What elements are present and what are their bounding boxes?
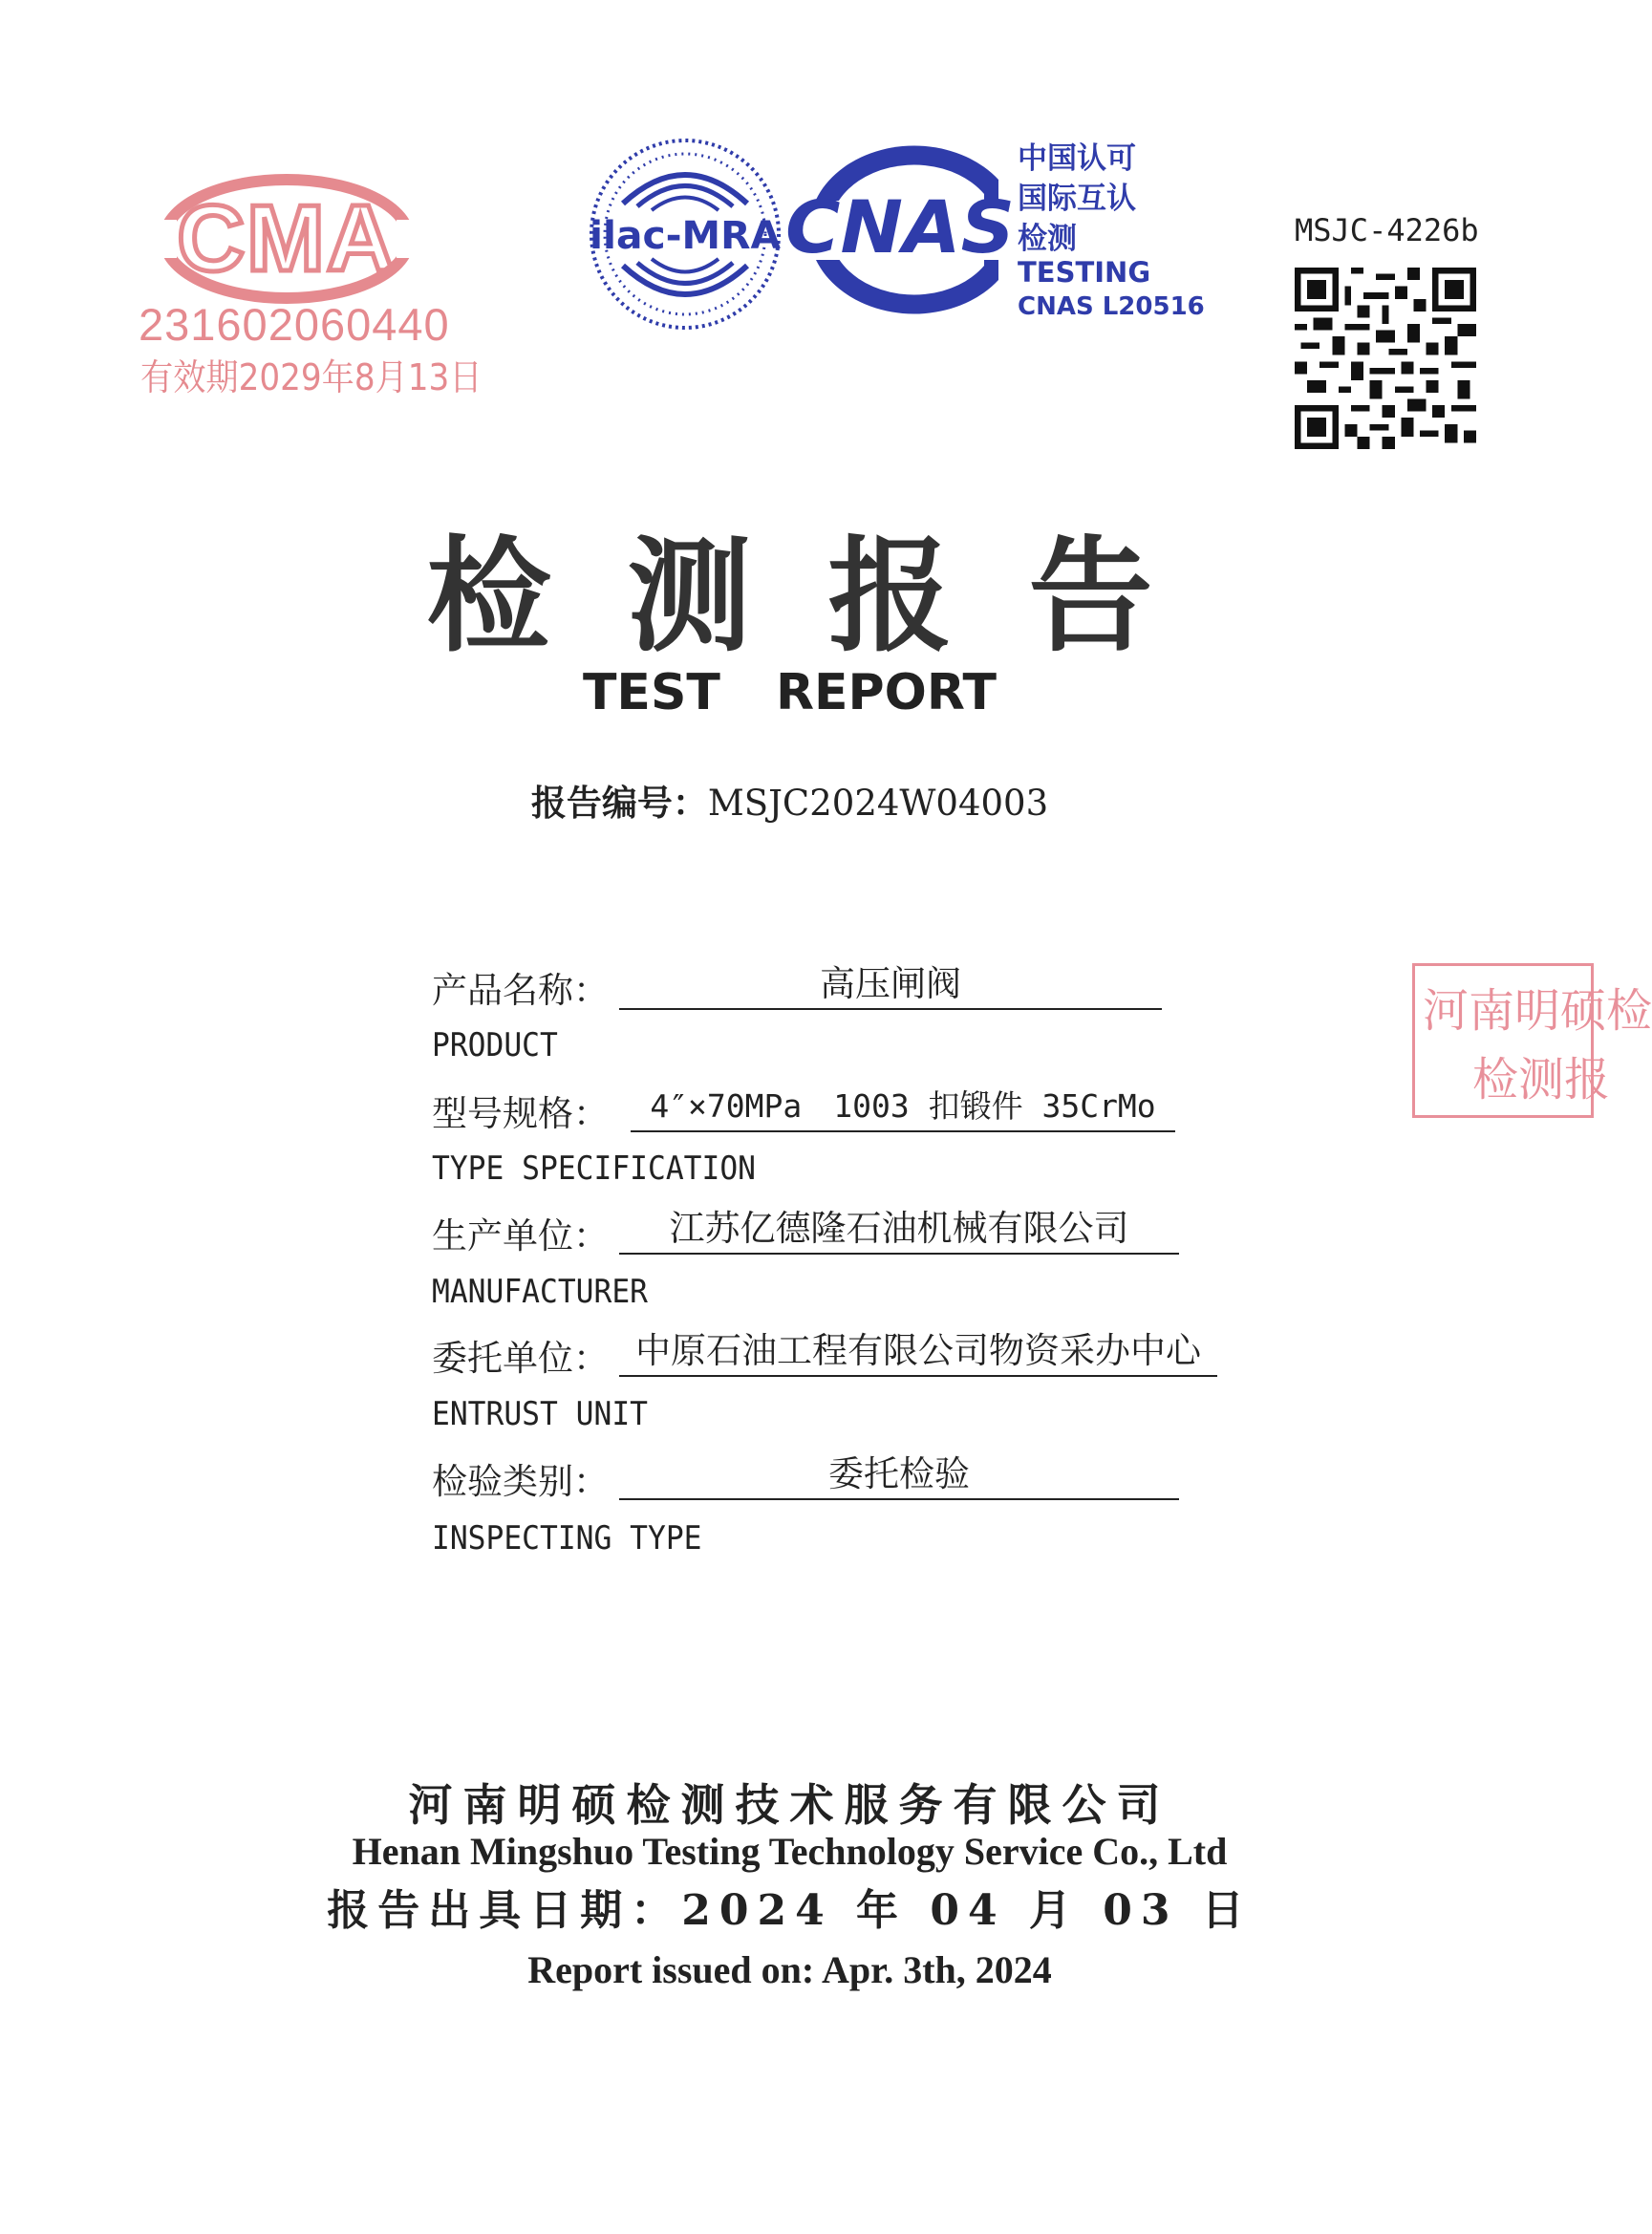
issue-date-en: Report issued on: Apr. 3th, 2024 <box>527 1948 1052 1991</box>
issue-date-cn: 报告出具日期：2024 年 04 月 03 日 <box>327 1886 1253 1935</box>
ilac-mra-logo <box>585 132 785 337</box>
report-title-cn: 检测报告 <box>426 523 1230 669</box>
product-label-cn: 产品名称： <box>432 970 609 1011</box>
cnas-line-1: 中国认可 <box>1018 141 1136 176</box>
spec-label-cn: 型号规格： <box>432 1093 609 1134</box>
spec-label-en: TYPE SPECIFICATION <box>432 1149 756 1188</box>
report-number-label: 报告编号： <box>530 783 708 824</box>
entrust-value: 中原石油工程有限公司物资采办中心 <box>619 1327 1217 1377</box>
inspect-type-label-cn: 检验类别： <box>432 1461 609 1502</box>
cnas-line-3: 检测 <box>1018 222 1077 256</box>
ilac-logo-text: ilac-MRA <box>590 214 782 258</box>
manufacturer-label-en: MANUFACTURER <box>432 1273 648 1311</box>
company-name-cn: 河南明硕检测技术服务有限公司 <box>408 1779 1171 1831</box>
manufacturer-value: 江苏亿德隆石油机械有限公司 <box>619 1205 1179 1255</box>
cma-logo-text: CMA <box>177 185 397 290</box>
inspect-type-value: 委托检验 <box>619 1450 1179 1500</box>
cma-validity: 有效期2029年8月13日 <box>140 356 483 398</box>
seal-line-1: 河南明硕检 <box>1423 984 1652 1038</box>
product-label-en: PRODUCT <box>432 1026 558 1064</box>
product-value: 高压闸阀 <box>619 960 1162 1010</box>
company-name-en: Henan Mingshuo Testing Technology Service Co., Ltd <box>352 1830 1228 1873</box>
cnas-line-5: CNAS L20516 <box>1018 292 1205 321</box>
manufacturer-label-cn: 生产单位： <box>432 1215 609 1257</box>
report-number-value: MSJC2024W04003 <box>707 783 1049 824</box>
spec-value: 4″×70MPa 1003 扣锻件 35CrMo <box>631 1083 1175 1132</box>
entrust-label-en: ENTRUST UNIT <box>432 1395 648 1433</box>
company-seal-stamp <box>1412 963 1652 1118</box>
cma-logo <box>158 167 416 311</box>
cnas-line-4: TESTING <box>1018 256 1151 289</box>
cnas-logo-text: CNAS <box>785 184 1015 269</box>
qr-code-icon[interactable] <box>1295 268 1476 449</box>
cnas-logo <box>783 141 1018 318</box>
cma-cert-number: 231602060440 <box>139 299 450 350</box>
report-title-en: TEST REPORT <box>582 664 998 721</box>
seal-line-2: 检测报 <box>1472 1053 1611 1106</box>
form-code: MSJC-4226b <box>1295 212 1479 248</box>
cnas-line-2: 国际互认 <box>1018 182 1136 216</box>
entrust-label-cn: 委托单位： <box>432 1338 609 1379</box>
report-number <box>0 774 1579 826</box>
inspect-type-label-en: INSPECTING TYPE <box>432 1519 702 1557</box>
